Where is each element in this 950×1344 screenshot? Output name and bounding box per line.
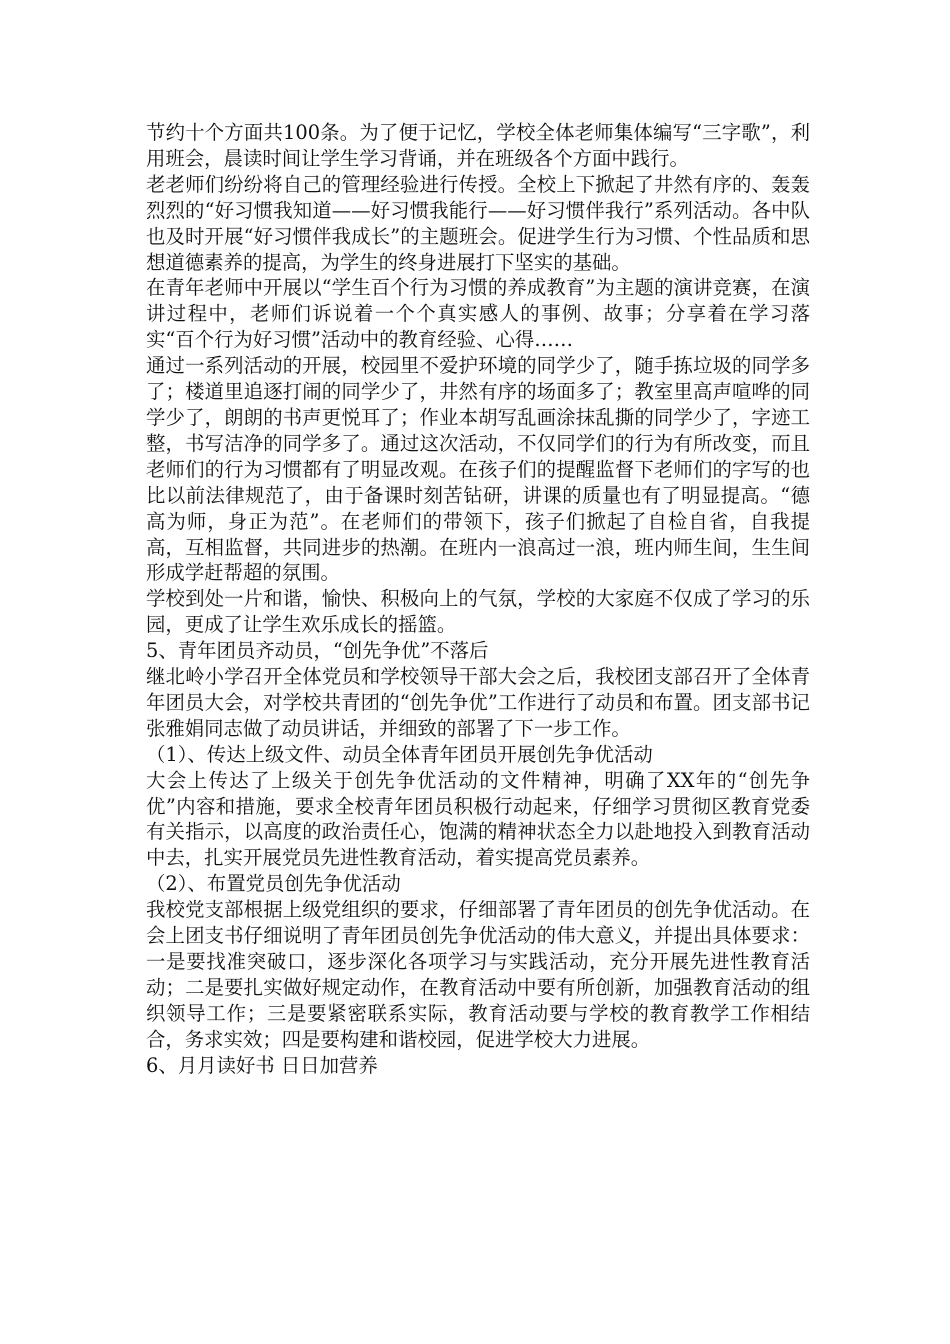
body-paragraph: 我校党支部根据上级党组织的要求，仔细部署了青年团员的创先争优活动。在会上团支书仔细说明了青年团员创先争优活动的伟大意义，并提出具体要求：一是要找准突破口，逐步深化各项学习与实践活动，充分开展先进性教育活动；二是要扎实做好规定动作，在教育活动中要有所创新，加强教育活动的组织领导工作；三是要紧密联系实际，教育活动要与学校的教育教学工作相结合，务求实效；四是要构建和谐校园，促进学校大力进展。 bbox=[146, 898, 810, 1051]
body-paragraph: 继北岭小学召开全体党员和学校领导干部大会之后，我校团支部召开了全体青年团员大会，对学校共青团的“创先争优”工作进行了动员和布置。团支部书记张雅娟同志做了动员讲话，并细致的部署了下一步工作。 bbox=[146, 665, 810, 740]
body-paragraph: 大会上传达了上级关于创先争优活动的文件精神，明确了XX年的“创先争优”内容和措施，要求全校青年团员积极行动起来，仔细学习贯彻区教育党委有关指示，以高度的政治责任心，饱满的精神状态全力以赴地投入到教育活动中去，扎实开展党员先进性教育活动，着实提高党员素养。 bbox=[146, 768, 810, 870]
section-heading: 6、月月读好书 日日加营养 bbox=[146, 1053, 378, 1077]
document-page bbox=[146, 120, 810, 1079]
body-paragraph: 老老师们纷纷将自己的管理经验进行传授。全校上下掀起了井然有序的、轰轰烈烈的“好习惯我知道——好习惯我能行——好习惯伴我行”系列活动。各中队也及时开展“好习惯伴我成长”的主题班会。促进学生行为习惯、个性品质和思想道德素养的提高，为学生的终身进展打下坚实的基础。 bbox=[146, 172, 810, 274]
section-heading: 5、青年团员齐动员，“创先争优”不落后 bbox=[146, 639, 489, 663]
body-paragraph: 通过一系列活动的开展，校园里不爱护环境的同学少了，随手拣垃圾的同学多了；楼道里追逐打闹的同学少了，井然有序的场面多了；教室里高声喧哗的同学少了，朗朗的书声更悦耳了；作业本胡写乱画涂抹乱撕的同学少了，字迹工整，书写洁净的同学多了。通过这次活动，不仅同学们的行为有所改变，而且老师们的行为习惯都有了明显改观。在孩子们的提醒监督下老师们的字写的也比以前法律规范了，由于备课时刻苦钻研，讲课的质量也有了明显提高。“德高为师，身正为范”。在老师们的带领下，孩子们掀起了自检自省，自我提高，互相监督，共同进步的热潮。在班内一浪高过一浪，班内师生间，生生间形成学赶帮超的氛围。 bbox=[146, 354, 810, 585]
body-paragraph: 在青年老师中开展以“学生百个行为习惯的养成教育”为主题的演讲竞赛，在演讲过程中，老师们诉说着一个个真实感人的事例、故事；分享着在学习落实“百个行为好习惯”活动中的教育经验、心得…… bbox=[146, 276, 810, 352]
body-paragraph: 学校到处一片和谐，愉快、积极向上的气氛，学校的大家庭不仅成了学习的乐园，更成了让学生欢乐成长的摇篮。 bbox=[146, 587, 810, 637]
subsection-heading: （2）、布置党员创先争优活动 bbox=[146, 872, 401, 896]
body-paragraph: 节约十个方面共100条。为了便于记忆，学校全体老师集体编写“三字歌”，利用班会，晨读时间让学生学习背诵，并在班级各个方面中践行。 bbox=[146, 121, 810, 170]
subsection-heading: （1）、传达上级文件、动员全体青年团员开展创先争优活动 bbox=[146, 742, 653, 766]
